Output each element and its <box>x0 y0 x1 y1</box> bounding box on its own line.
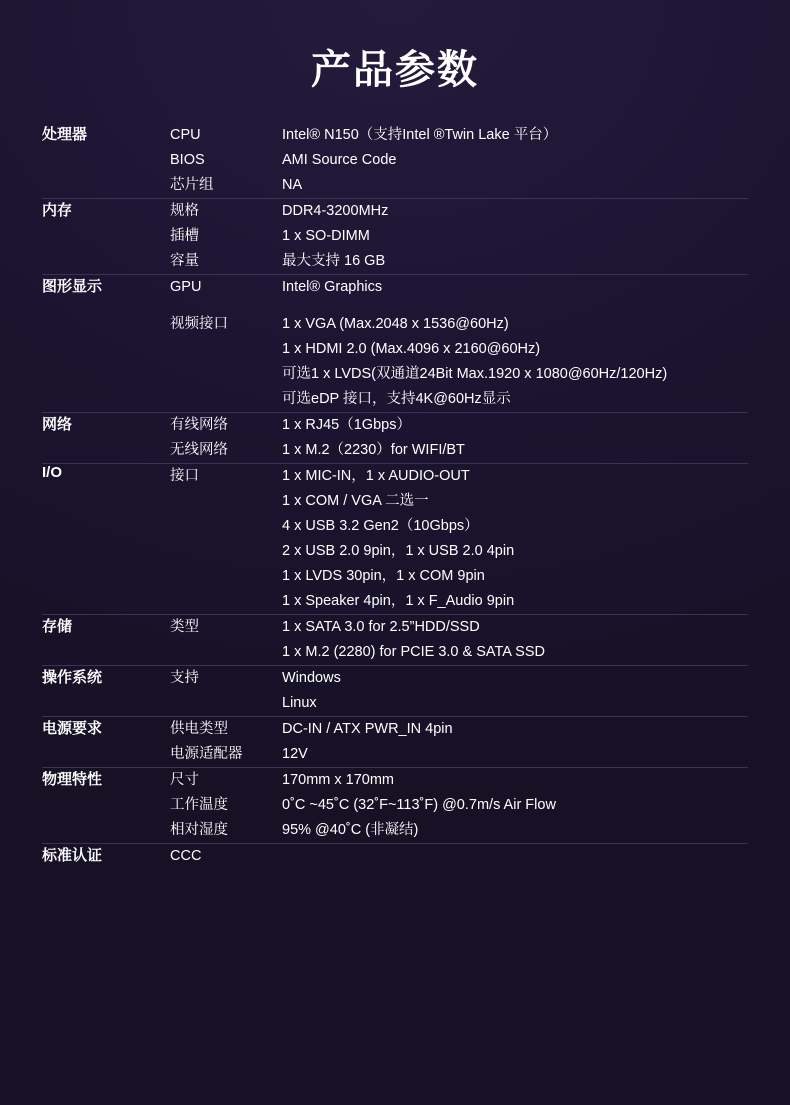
spec-values <box>282 717 748 742</box>
spec-values <box>282 818 748 843</box>
spec-subrow <box>170 438 748 463</box>
spec-category-label: 图形显示 <box>42 275 170 413</box>
spec-subrow <box>170 844 748 868</box>
spec-value-group <box>170 275 748 413</box>
spec-value-line: 1 x Speaker 4pin，1 x F_Audio 9pin <box>282 593 515 609</box>
spec-value-line: 1 x M.2 (2280) for PCIE 3.0 & SATA SSD <box>282 644 545 660</box>
spec-sublabel: CCC <box>170 848 202 864</box>
spec-subrow <box>170 275 748 300</box>
spec-sublabel: 相对湿度 <box>170 822 228 838</box>
spec-value-line: 最大支持 16 GB <box>282 253 386 269</box>
spec-table-body <box>42 123 748 868</box>
spec-subrow <box>170 768 748 793</box>
spec-values <box>282 148 748 173</box>
spec-value-group <box>170 464 748 615</box>
spec-values <box>282 666 748 716</box>
spec-values <box>282 413 748 438</box>
spec-value-line: 可选1 x LVDS(双通道24Bit Max.1920 x 1080@60Hz/120Hz) <box>282 366 668 382</box>
spec-value-line: NA <box>282 177 303 193</box>
spec-sublabel: 供电类型 <box>170 721 228 737</box>
spec-subrow <box>170 615 748 665</box>
spec-value-line: 95% @40˚C (非凝结) <box>282 822 419 838</box>
spec-subrow <box>170 413 748 438</box>
spec-value-line: DC-IN / ATX PWR_IN 4pin <box>282 721 453 737</box>
spec-subrow <box>170 199 748 224</box>
spec-value-line: 1 x SATA 3.0 for 2.5”HDD/SSD <box>282 619 480 635</box>
spec-sublabel: 容量 <box>170 253 199 269</box>
spec-category-label: I/O <box>42 464 170 615</box>
spec-sublabel: CPU <box>170 127 201 143</box>
table-row <box>42 768 748 844</box>
spec-value-line: Linux <box>282 695 317 711</box>
spec-table <box>42 123 748 868</box>
spec-values <box>282 123 748 148</box>
spec-value-line: Intel® N150（支持Intel ®Twin Lake 平台） <box>282 127 558 143</box>
spec-value-group <box>170 199 748 275</box>
spec-subrow <box>170 312 748 412</box>
table-row <box>42 717 748 768</box>
spec-values <box>282 464 748 614</box>
spec-subrow <box>170 464 748 614</box>
spec-category-label: 网络 <box>42 413 170 464</box>
spec-category-label: 处理器 <box>42 126 88 143</box>
spec-subrow <box>170 717 748 742</box>
spec-values <box>282 173 748 198</box>
spec-values <box>282 742 748 767</box>
spec-sublabel: 有线网络 <box>170 417 228 433</box>
spec-sublabel: 支持 <box>170 670 199 686</box>
spec-value-line: 1 x MIC-IN，1 x AUDIO-OUT <box>282 468 470 484</box>
spec-category-label: 电源要求 <box>42 717 170 768</box>
spec-values <box>282 275 748 300</box>
spec-subrow <box>170 173 748 198</box>
spec-value-line: 1 x VGA (Max.2048 x 1536@60Hz) <box>282 316 509 332</box>
spec-value-line: 1 x HDMI 2.0 (Max.4096 x 2160@60Hz) <box>282 341 541 357</box>
table-row <box>42 666 748 717</box>
spec-category-label: 内存 <box>42 199 170 275</box>
spec-sublabel: 插槽 <box>170 228 199 244</box>
spec-subrow <box>170 742 748 767</box>
spec-subrow <box>170 123 748 148</box>
table-row <box>42 413 748 464</box>
table-row <box>42 123 748 199</box>
spec-sublabel: 尺寸 <box>170 772 199 788</box>
spec-value-group <box>170 413 748 464</box>
spec-sublabel: 工作温度 <box>170 797 228 813</box>
spec-category-label: 物理特性 <box>42 768 170 844</box>
spec-sublabel: BIOS <box>170 152 205 168</box>
spec-value-line: 1 x COM / VGA 二选一 <box>282 493 429 509</box>
spec-sublabel: GPU <box>170 279 202 295</box>
spec-value-line: 1 x RJ45（1Gbps） <box>282 417 411 433</box>
spec-values <box>282 615 748 665</box>
spec-values <box>282 224 748 249</box>
spec-value-line: 0˚C ~45˚C (32˚F~113˚F) @0.7m/s Air Flow <box>282 797 556 813</box>
spec-sublabel: 类型 <box>170 619 199 635</box>
table-row <box>42 275 748 413</box>
spec-value-group <box>170 768 748 844</box>
table-row <box>42 615 748 666</box>
spec-value-line: 可选eDP 接口，支持4K@60Hz显示 <box>282 391 511 407</box>
spec-values <box>282 438 748 463</box>
spec-subrow <box>170 793 748 818</box>
spec-sublabel: 芯片组 <box>170 177 214 193</box>
spec-value-line: Intel® Graphics <box>282 279 383 295</box>
spec-values <box>282 768 748 793</box>
spec-value-line: 12V <box>282 746 308 762</box>
spec-subrow <box>170 249 748 274</box>
spec-values <box>282 312 748 412</box>
spec-sublabel: 电源适配器 <box>170 746 243 762</box>
spec-value-line: 1 x M.2（2230）for WIFI/BT <box>282 442 465 458</box>
spec-value-line: AMI Source Code <box>282 152 397 168</box>
spec-sublabel: 视频接口 <box>170 316 228 332</box>
spec-value-line: 170mm x 170mm <box>282 772 395 788</box>
spec-value-line: 1 x LVDS 30pin，1 x COM 9pin <box>282 568 485 584</box>
spec-value-line: 2 x USB 2.0 9pin，1 x USB 2.0 4pin <box>282 543 515 559</box>
spec-category-label: 操作系统 <box>42 666 170 717</box>
spec-value-line: 1 x SO-DIMM <box>282 228 370 244</box>
spec-category-label: 存储 <box>42 615 170 666</box>
spec-value-group <box>170 666 748 717</box>
page-title: 产品参数 <box>311 48 479 92</box>
spec-subrow <box>170 666 748 716</box>
spec-subrow <box>170 224 748 249</box>
spec-subrow <box>170 818 748 843</box>
spec-values <box>282 249 748 274</box>
table-row <box>42 844 748 869</box>
spec-value-line: Windows <box>282 670 341 686</box>
spec-value-group <box>170 844 748 869</box>
spec-value-line: 4 x USB 3.2 Gen2（10Gbps） <box>282 518 479 534</box>
spec-value-line: DDR4-3200MHz <box>282 203 389 219</box>
spec-values <box>282 199 748 224</box>
spec-value-group <box>170 123 748 199</box>
spec-category-label: 标准认证 <box>42 844 170 869</box>
table-row <box>42 464 748 615</box>
spec-sublabel: 规格 <box>170 203 199 219</box>
spec-values <box>282 793 748 818</box>
spec-sublabel: 接口 <box>170 468 199 484</box>
spec-value-group <box>170 717 748 768</box>
spec-value-group <box>170 615 748 666</box>
spec-subrow <box>170 148 748 173</box>
spec-sublabel: 无线网络 <box>170 442 228 458</box>
table-row <box>42 199 748 275</box>
